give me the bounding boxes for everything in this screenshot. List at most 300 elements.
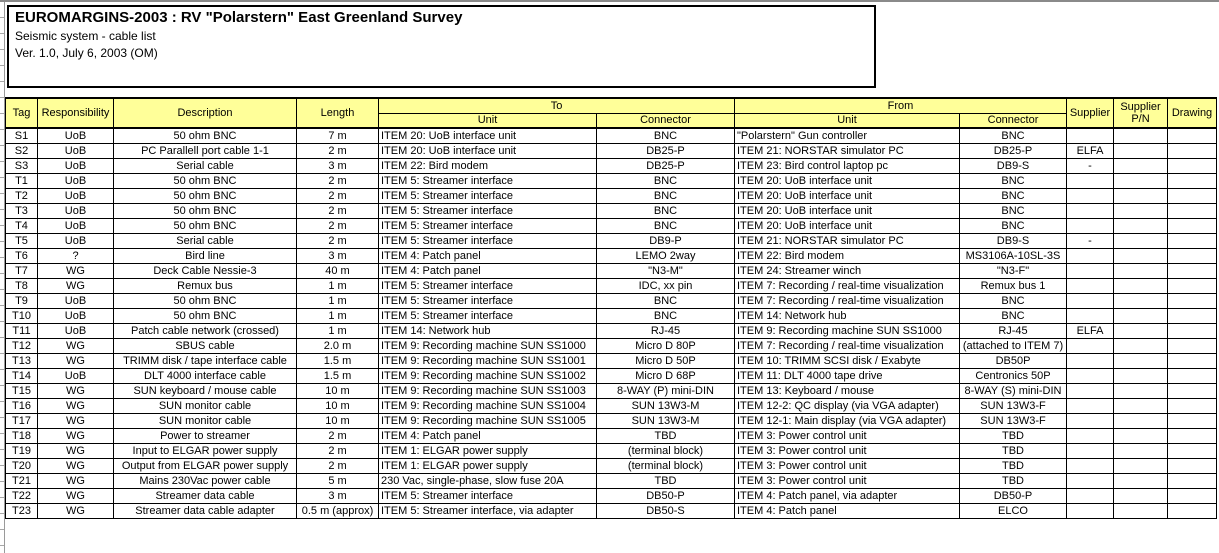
cell-resp: WG [38, 383, 114, 398]
cell-drawing [1168, 383, 1217, 398]
cell-len: 3 m [297, 488, 379, 503]
cell-resp: WG [38, 443, 114, 458]
cell-desc: Streamer data cable adapter [114, 503, 297, 518]
cell-to_conn: BNC [597, 128, 735, 143]
cell-drawing [1168, 458, 1217, 473]
cell-to_conn: Micro D 80P [597, 338, 735, 353]
cell-from_unit: ITEM 20: UoB interface unit [735, 188, 960, 203]
cell-resp: WG [38, 458, 114, 473]
cell-drawing [1168, 203, 1217, 218]
cell-pn [1114, 488, 1168, 503]
cell-desc: Power to streamer [114, 428, 297, 443]
cell-resp: WG [38, 338, 114, 353]
cell-len: 2 m [297, 203, 379, 218]
cell-from_unit: ITEM 20: UoB interface unit [735, 173, 960, 188]
cell-supplier: ELFA [1067, 323, 1114, 338]
cell-supplier: - [1067, 158, 1114, 173]
cell-supplier [1067, 398, 1114, 413]
cell-resp: UoB [38, 173, 114, 188]
cell-from_conn: BNC [960, 203, 1067, 218]
cell-desc: Output from ELGAR power supply [114, 458, 297, 473]
cell-pn [1114, 413, 1168, 428]
cell-supplier [1067, 128, 1114, 143]
header-supplier: Supplier [1067, 98, 1114, 128]
cell-drawing [1168, 248, 1217, 263]
cell-from_unit: ITEM 3: Power control unit [735, 458, 960, 473]
cell-resp: UoB [38, 128, 114, 143]
cell-len: 2 m [297, 218, 379, 233]
cell-pn [1114, 218, 1168, 233]
cell-supplier [1067, 368, 1114, 383]
table-row [6, 188, 1217, 203]
cable-table-body [6, 128, 1217, 518]
table-row [6, 203, 1217, 218]
cell-to_unit: ITEM 5: Streamer interface [379, 293, 597, 308]
cell-resp: WG [38, 488, 114, 503]
cell-to_unit: ITEM 14: Network hub [379, 323, 597, 338]
cell-resp: UoB [38, 368, 114, 383]
cell-supplier [1067, 203, 1114, 218]
cell-resp: WG [38, 263, 114, 278]
cell-from_conn: SUN 13W3-F [960, 398, 1067, 413]
header-from-unit: Unit [735, 113, 960, 128]
cell-len: 1 m [297, 323, 379, 338]
cell-to_conn: BNC [597, 218, 735, 233]
cell-to_unit: ITEM 5: Streamer interface [379, 218, 597, 233]
cell-supplier [1067, 383, 1114, 398]
cell-desc: SUN monitor cable [114, 398, 297, 413]
cell-drawing [1168, 353, 1217, 368]
cell-tag: T14 [6, 368, 38, 383]
cell-to_unit: ITEM 22: Bird modem [379, 158, 597, 173]
cell-pn [1114, 203, 1168, 218]
cell-from_conn: BNC [960, 218, 1067, 233]
cell-desc: Serial cable [114, 233, 297, 248]
cell-supplier [1067, 473, 1114, 488]
cell-to_conn: (terminal block) [597, 458, 735, 473]
cell-drawing [1168, 503, 1217, 518]
cell-tag: T11 [6, 323, 38, 338]
header-responsibility: Responsibility [38, 98, 114, 128]
cell-from_unit: ITEM 14: Network hub [735, 308, 960, 323]
table-row [6, 323, 1217, 338]
cell-to_unit: ITEM 5: Streamer interface [379, 233, 597, 248]
cell-from_unit: ITEM 11: DLT 4000 tape drive [735, 368, 960, 383]
cell-to_conn: DB50-S [597, 503, 735, 518]
cell-desc: 50 ohm BNC [114, 173, 297, 188]
cell-tag: T19 [6, 443, 38, 458]
cell-to_unit: ITEM 5: Streamer interface, via adapter [379, 503, 597, 518]
cell-supplier [1067, 443, 1114, 458]
cell-pn [1114, 458, 1168, 473]
cell-pn [1114, 473, 1168, 488]
cell-desc: Input to ELGAR power supply [114, 443, 297, 458]
table-row [6, 293, 1217, 308]
cell-drawing [1168, 143, 1217, 158]
cell-from_conn: RJ-45 [960, 323, 1067, 338]
cell-to_unit: ITEM 9: Recording machine SUN SS1000 [379, 338, 597, 353]
cell-from_unit: ITEM 12-2: QC display (via VGA adapter) [735, 398, 960, 413]
cell-to_unit: ITEM 1: ELGAR power supply [379, 458, 597, 473]
cell-len: 10 m [297, 413, 379, 428]
cell-drawing [1168, 398, 1217, 413]
cell-pn [1114, 443, 1168, 458]
cell-resp: WG [38, 398, 114, 413]
cell-from_unit: ITEM 21: NORSTAR simulator PC [735, 233, 960, 248]
cell-len: 5 m [297, 473, 379, 488]
cell-to_conn: DB25-P [597, 158, 735, 173]
cell-len: 1 m [297, 293, 379, 308]
cell-desc: Serial cable [114, 158, 297, 173]
header-length: Length [297, 98, 379, 128]
cell-resp: UoB [38, 218, 114, 233]
cell-from_conn: Centronics 50P [960, 368, 1067, 383]
cell-tag: T4 [6, 218, 38, 233]
cell-resp: WG [38, 503, 114, 518]
cell-to_unit: 230 Vac, single-phase, slow fuse 20A [379, 473, 597, 488]
cell-tag: T10 [6, 308, 38, 323]
cell-len: 2.0 m [297, 338, 379, 353]
cell-from_unit: ITEM 3: Power control unit [735, 443, 960, 458]
table-row [6, 158, 1217, 173]
cell-resp: UoB [38, 203, 114, 218]
cell-resp: UoB [38, 323, 114, 338]
cell-pn [1114, 503, 1168, 518]
cell-tag: T9 [6, 293, 38, 308]
cell-from_unit: ITEM 21: NORSTAR simulator PC [735, 143, 960, 158]
title-box [7, 5, 876, 88]
cell-supplier [1067, 503, 1114, 518]
cell-len: 3 m [297, 248, 379, 263]
cell-from_unit: ITEM 24: Streamer winch [735, 263, 960, 278]
cell-pn [1114, 278, 1168, 293]
cell-supplier [1067, 413, 1114, 428]
cell-len: 3 m [297, 158, 379, 173]
cell-tag: T6 [6, 248, 38, 263]
cell-to_conn: BNC [597, 308, 735, 323]
cell-drawing [1168, 338, 1217, 353]
cell-len: 2 m [297, 428, 379, 443]
cell-tag: T3 [6, 203, 38, 218]
cell-desc: 50 ohm BNC [114, 308, 297, 323]
table-row [6, 383, 1217, 398]
cell-drawing [1168, 263, 1217, 278]
header-description: Description [114, 98, 297, 128]
cell-supplier [1067, 218, 1114, 233]
cell-from_conn: DB50-P [960, 488, 1067, 503]
cell-drawing [1168, 128, 1217, 143]
cell-len: 10 m [297, 398, 379, 413]
cell-tag: T20 [6, 458, 38, 473]
cell-pn [1114, 398, 1168, 413]
cell-pn [1114, 188, 1168, 203]
cell-from_unit: ITEM 7: Recording / real-time visualization [735, 338, 960, 353]
cell-desc: TRIMM disk / tape interface cable [114, 353, 297, 368]
cell-supplier [1067, 353, 1114, 368]
cable-list-table [5, 97, 1217, 519]
cell-supplier [1067, 308, 1114, 323]
table-row [6, 173, 1217, 188]
cell-to_unit: ITEM 9: Recording machine SUN SS1003 [379, 383, 597, 398]
cell-from_conn: TBD [960, 443, 1067, 458]
cell-from_conn: MS3106A-10SL-3S [960, 248, 1067, 263]
cell-tag: T1 [6, 173, 38, 188]
cell-len: 2 m [297, 443, 379, 458]
table-row [6, 248, 1217, 263]
cell-from_unit: ITEM 4: Patch panel, via adapter [735, 488, 960, 503]
cell-to_conn: SUN 13W3-M [597, 413, 735, 428]
cell-from_unit: ITEM 7: Recording / real-time visualization [735, 293, 960, 308]
cell-tag: T22 [6, 488, 38, 503]
cell-from_conn: "N3-F" [960, 263, 1067, 278]
header-from-connector: Connector [960, 113, 1067, 128]
table-row [6, 458, 1217, 473]
cell-to_unit: ITEM 20: UoB interface unit [379, 143, 597, 158]
cell-len: 2 m [297, 173, 379, 188]
cell-tag: T8 [6, 278, 38, 293]
cell-pn [1114, 233, 1168, 248]
cell-to_conn: 8-WAY (P) mini-DIN [597, 383, 735, 398]
cell-to_conn: RJ-45 [597, 323, 735, 338]
cell-tag: T23 [6, 503, 38, 518]
cell-resp: WG [38, 413, 114, 428]
page-subtitle: Seismic system - cable list [15, 29, 156, 43]
table-row [6, 368, 1217, 383]
cell-pn [1114, 158, 1168, 173]
cell-desc: 50 ohm BNC [114, 188, 297, 203]
cell-resp: WG [38, 473, 114, 488]
table-row [6, 353, 1217, 368]
cell-drawing [1168, 173, 1217, 188]
cell-from_unit: ITEM 22: Bird modem [735, 248, 960, 263]
cell-supplier [1067, 248, 1114, 263]
table-row [6, 263, 1217, 278]
cell-from_conn: DB9-S [960, 158, 1067, 173]
cell-len: 2 m [297, 233, 379, 248]
cell-pn [1114, 248, 1168, 263]
cell-len: 0.5 m (approx) [297, 503, 379, 518]
cell-from_conn: TBD [960, 473, 1067, 488]
cell-from_unit: "Polarstern" Gun controller [735, 128, 960, 143]
cell-len: 10 m [297, 383, 379, 398]
table-row [6, 488, 1217, 503]
cell-from_conn: BNC [960, 188, 1067, 203]
cell-len: 1 m [297, 308, 379, 323]
cell-to_unit: ITEM 4: Patch panel [379, 248, 597, 263]
cell-pn [1114, 143, 1168, 158]
cell-from_conn: BNC [960, 173, 1067, 188]
cell-drawing [1168, 218, 1217, 233]
cell-to_conn: IDC, xx pin [597, 278, 735, 293]
table-row [6, 338, 1217, 353]
cell-len: 2 m [297, 188, 379, 203]
cell-resp: UoB [38, 188, 114, 203]
cell-to_unit: ITEM 5: Streamer interface [379, 188, 597, 203]
cell-tag: T5 [6, 233, 38, 248]
cell-to_unit: ITEM 5: Streamer interface [379, 308, 597, 323]
cell-tag: T7 [6, 263, 38, 278]
cell-resp: ? [38, 248, 114, 263]
cell-to_conn: LEMO 2way [597, 248, 735, 263]
cell-to_conn: BNC [597, 173, 735, 188]
cell-to_conn: Micro D 50P [597, 353, 735, 368]
cell-pn [1114, 263, 1168, 278]
cell-pn [1114, 383, 1168, 398]
table-row [6, 233, 1217, 248]
cell-desc: Patch cable network (crossed) [114, 323, 297, 338]
table-row [6, 503, 1217, 518]
cell-to_conn: SUN 13W3-M [597, 398, 735, 413]
cell-from_unit: ITEM 20: UoB interface unit [735, 203, 960, 218]
cell-desc: 50 ohm BNC [114, 203, 297, 218]
cell-resp: UoB [38, 233, 114, 248]
cell-to_conn: DB50-P [597, 488, 735, 503]
cell-len: 1.5 m [297, 368, 379, 383]
cell-resp: WG [38, 428, 114, 443]
cell-supplier [1067, 488, 1114, 503]
cell-from_conn: (attached to ITEM 7) [960, 338, 1067, 353]
cell-from_unit: ITEM 12-1: Main display (via VGA adapter) [735, 413, 960, 428]
cell-desc: Mains 230Vac power cable [114, 473, 297, 488]
cell-tag: T12 [6, 338, 38, 353]
cell-from_unit: ITEM 4: Patch panel [735, 503, 960, 518]
cell-pn [1114, 308, 1168, 323]
cell-from_unit: ITEM 3: Power control unit [735, 428, 960, 443]
table-row [6, 428, 1217, 443]
cell-to_unit: ITEM 5: Streamer interface [379, 203, 597, 218]
cell-from_unit: ITEM 10: TRIMM SCSI disk / Exabyte [735, 353, 960, 368]
cell-desc: 50 ohm BNC [114, 128, 297, 143]
version-line: Ver. 1.0, July 6, 2003 (OM) [15, 46, 158, 60]
cell-to_conn: BNC [597, 203, 735, 218]
cell-from_conn: Remux bus 1 [960, 278, 1067, 293]
cell-len: 1.5 m [297, 353, 379, 368]
cell-tag: S2 [6, 143, 38, 158]
cell-desc: SBUS cable [114, 338, 297, 353]
cell-from_conn: DB25-P [960, 143, 1067, 158]
header-from-group: From [735, 98, 1067, 113]
window-top-divider [0, 0, 1219, 2]
header-to-group: To [379, 98, 735, 113]
cell-to_unit: ITEM 20: UoB interface unit [379, 128, 597, 143]
cell-desc: Bird line [114, 248, 297, 263]
cell-from_unit: ITEM 9: Recording machine SUN SS1000 [735, 323, 960, 338]
cell-pn [1114, 353, 1168, 368]
cell-len: 1 m [297, 278, 379, 293]
cell-to_conn: BNC [597, 188, 735, 203]
page-title: EUROMARGINS-2003 : RV "Polarstern" East Greenland Survey [15, 9, 463, 26]
cell-from_unit: ITEM 13: Keyboard / mouse [735, 383, 960, 398]
cell-from_conn: TBD [960, 428, 1067, 443]
cell-pn [1114, 173, 1168, 188]
cell-from_conn: BNC [960, 128, 1067, 143]
cell-to_unit: ITEM 9: Recording machine SUN SS1002 [379, 368, 597, 383]
cell-to_unit: ITEM 5: Streamer interface [379, 488, 597, 503]
cell-to_unit: ITEM 4: Patch panel [379, 263, 597, 278]
table-row [6, 443, 1217, 458]
cell-to_unit: ITEM 9: Recording machine SUN SS1001 [379, 353, 597, 368]
cell-supplier [1067, 458, 1114, 473]
cell-desc: Streamer data cable [114, 488, 297, 503]
cell-drawing [1168, 368, 1217, 383]
cell-to_unit: ITEM 5: Streamer interface [379, 278, 597, 293]
table-row [6, 143, 1217, 158]
cell-to_conn: "N3-M" [597, 263, 735, 278]
cell-tag: S1 [6, 128, 38, 143]
cell-to_conn: TBD [597, 473, 735, 488]
cell-to_conn: (terminal block) [597, 443, 735, 458]
cell-supplier [1067, 188, 1114, 203]
cell-supplier [1067, 263, 1114, 278]
cell-drawing [1168, 278, 1217, 293]
cell-drawing [1168, 308, 1217, 323]
cell-pn [1114, 293, 1168, 308]
cell-desc: PC Parallell port cable 1-1 [114, 143, 297, 158]
header-supplier-pn: Supplier P/N [1114, 98, 1168, 128]
cell-len: 40 m [297, 263, 379, 278]
cell-tag: T21 [6, 473, 38, 488]
cell-drawing [1168, 443, 1217, 458]
cell-pn [1114, 128, 1168, 143]
table-row [6, 278, 1217, 293]
cell-to_unit: ITEM 9: Recording machine SUN SS1005 [379, 413, 597, 428]
cell-to_conn: DB25-P [597, 143, 735, 158]
cell-from_conn: BNC [960, 293, 1067, 308]
cell-resp: UoB [38, 143, 114, 158]
cell-resp: UoB [38, 158, 114, 173]
cell-desc: 50 ohm BNC [114, 218, 297, 233]
cell-resp: WG [38, 353, 114, 368]
cell-len: 7 m [297, 128, 379, 143]
cell-drawing [1168, 233, 1217, 248]
cell-drawing [1168, 323, 1217, 338]
cell-to_conn: Micro D 68P [597, 368, 735, 383]
cell-desc: Remux bus [114, 278, 297, 293]
cell-drawing [1168, 188, 1217, 203]
cell-to_unit: ITEM 4: Patch panel [379, 428, 597, 443]
cell-from_conn: ELCO [960, 503, 1067, 518]
cell-desc: SUN monitor cable [114, 413, 297, 428]
cell-supplier [1067, 278, 1114, 293]
cell-from_conn: DB50P [960, 353, 1067, 368]
cell-tag: T13 [6, 353, 38, 368]
cell-tag: S3 [6, 158, 38, 173]
cell-len: 2 m [297, 143, 379, 158]
cell-drawing [1168, 413, 1217, 428]
cell-supplier: - [1067, 233, 1114, 248]
cell-drawing [1168, 158, 1217, 173]
cell-pn [1114, 323, 1168, 338]
cell-from_unit: ITEM 20: UoB interface unit [735, 218, 960, 233]
cell-from_conn: SUN 13W3-F [960, 413, 1067, 428]
cell-to_conn: DB9-P [597, 233, 735, 248]
cell-resp: UoB [38, 308, 114, 323]
cell-tag: T17 [6, 413, 38, 428]
cell-from_conn: TBD [960, 458, 1067, 473]
table-row [6, 398, 1217, 413]
cell-supplier [1067, 293, 1114, 308]
cell-pn [1114, 368, 1168, 383]
cell-from_conn: BNC [960, 308, 1067, 323]
cell-desc: DLT 4000 interface cable [114, 368, 297, 383]
header-tag: Tag [6, 98, 38, 128]
cell-resp: UoB [38, 293, 114, 308]
cell-pn [1114, 338, 1168, 353]
cell-from_unit: ITEM 3: Power control unit [735, 473, 960, 488]
cell-drawing [1168, 473, 1217, 488]
cell-from_conn: 8-WAY (S) mini-DIN [960, 383, 1067, 398]
cell-supplier [1067, 338, 1114, 353]
